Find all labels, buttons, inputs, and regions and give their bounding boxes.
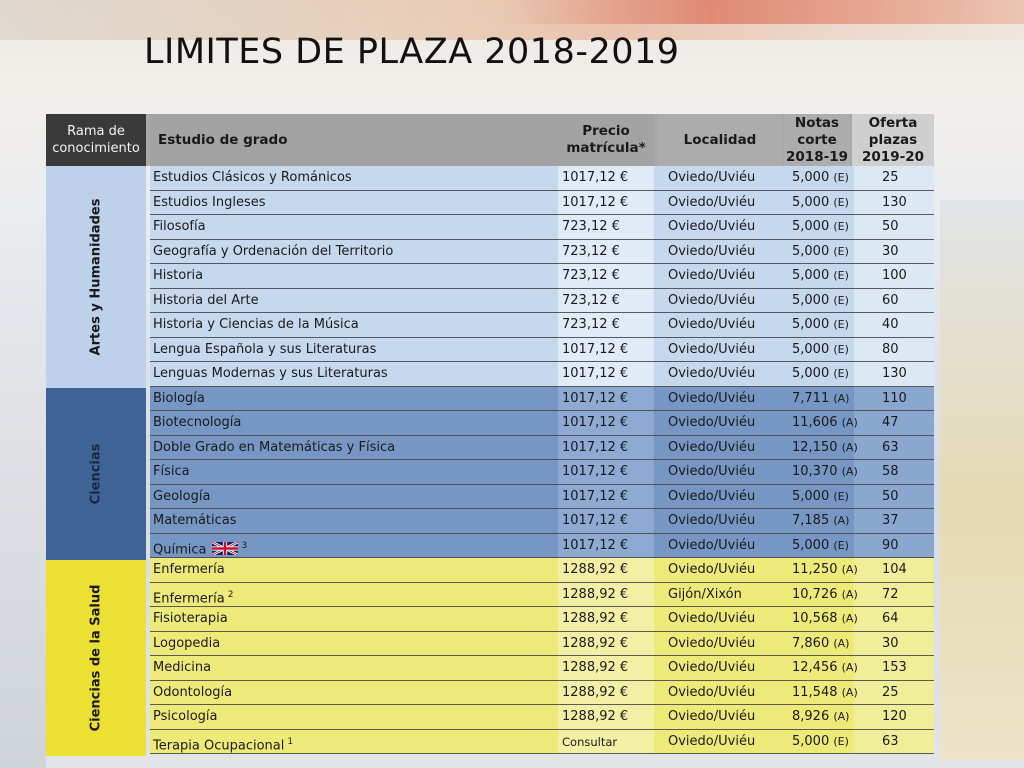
cell-oferta: 110 — [882, 390, 907, 406]
cell-nota — [786, 387, 858, 412]
cell-precio: 1017,12 € — [562, 439, 629, 455]
cell-oferta: 58 — [882, 464, 899, 479]
nota-tipo: (E) — [833, 538, 849, 552]
nota-value: 5,000 — [792, 341, 830, 357]
table-row — [150, 583, 934, 608]
table-body — [150, 166, 934, 754]
cell-estudio — [150, 656, 559, 681]
nota-value: 5,000 — [792, 292, 830, 308]
nota-value: 10,370 — [792, 464, 838, 479]
cell-estudio — [150, 583, 559, 608]
table-row — [150, 509, 934, 534]
cell-oferta: 153 — [882, 660, 907, 675]
nota-tipo: (A) — [833, 636, 850, 650]
nota-tipo: (A) — [841, 587, 858, 601]
cell-localidad: Oviedo/Uviéu — [668, 733, 756, 749]
cell-oferta: 37 — [882, 513, 899, 528]
nota-tipo: (A) — [841, 563, 858, 576]
table-row — [150, 411, 934, 436]
nota-tipo: (A) — [833, 391, 850, 405]
table-row — [150, 240, 934, 265]
nota-tipo: (A) — [841, 416, 858, 429]
cell-precio: 1017,12 € — [562, 513, 629, 528]
table-row — [150, 387, 934, 412]
nota-value: 5,000 — [792, 194, 830, 210]
cell-nota — [786, 264, 858, 289]
cell-localidad: Oviedo/Uviéu — [668, 635, 756, 651]
nota-value: 12,456 — [792, 660, 838, 675]
cell-estudio — [150, 166, 559, 191]
nota-value: 5,000 — [792, 366, 830, 381]
header-oferta: Oferta plazas 2019-20 — [852, 114, 934, 166]
cell-nota — [786, 338, 858, 363]
cell-nota — [786, 485, 858, 510]
estudio-text: Doble Grado en Matemáticas y Física — [153, 439, 396, 455]
plazas-table — [46, 114, 934, 758]
estudio-text: Biotecnología — [153, 415, 242, 430]
rama-band-salud — [46, 560, 146, 756]
cell-nota — [786, 191, 858, 216]
table-row — [150, 607, 934, 632]
cell-precio: 1288,92 € — [562, 562, 629, 577]
cell-estudio — [150, 387, 559, 412]
cell-precio: 1017,12 € — [562, 537, 629, 553]
cell-localidad: Oviedo/Uviéu — [668, 390, 756, 406]
table-row — [150, 313, 934, 338]
cell-precio: 1017,12 € — [562, 170, 629, 185]
cell-estudio — [150, 485, 559, 510]
estudio-text: Biología — [153, 390, 205, 406]
cell-precio: 1017,12 € — [562, 341, 629, 357]
nota-value: 5,000 — [792, 488, 830, 504]
table-row — [150, 436, 934, 461]
cell-localidad: Oviedo/Uviéu — [668, 292, 756, 308]
nota-value: 5,000 — [792, 317, 830, 332]
cell-oferta: 63 — [882, 439, 899, 455]
table-row — [150, 705, 934, 730]
estudio-text: Historia del Arte — [153, 292, 259, 308]
cell-localidad: Oviedo/Uviéu — [668, 415, 756, 430]
nota-value: 7,711 — [792, 390, 830, 406]
table-row — [150, 166, 934, 191]
nota-value: 5,000 — [792, 733, 830, 749]
cell-precio: 1017,12 € — [562, 366, 629, 381]
nota-tipo: (E) — [833, 244, 849, 258]
estudio-text: Enfermería — [153, 562, 225, 577]
cell-localidad: Oviedo/Uviéu — [668, 170, 756, 185]
cell-localidad: Oviedo/Uviéu — [668, 219, 756, 234]
table-row — [150, 362, 934, 387]
cell-precio: 1288,92 € — [562, 660, 629, 675]
cell-oferta: 47 — [882, 415, 899, 430]
nota-value: 5,000 — [792, 537, 830, 553]
table-row — [150, 264, 934, 289]
nota-value: 10,726 — [792, 586, 838, 602]
estudio-text: Filosofía — [153, 219, 206, 234]
estudio-text: Lengua Española y sus Literaturas — [153, 341, 377, 357]
estudio-text: Química — [153, 541, 207, 557]
cell-precio: 723,12 € — [562, 268, 620, 283]
cell-oferta: 40 — [882, 317, 899, 332]
nota-value: 5,000 — [792, 219, 830, 234]
nota-value: 7,860 — [792, 635, 830, 651]
cell-nota — [786, 705, 858, 730]
cell-nota — [786, 362, 858, 387]
cell-estudio — [150, 607, 559, 632]
cell-nota — [786, 436, 858, 461]
table-row — [150, 191, 934, 216]
nota-value: 7,185 — [792, 513, 830, 528]
estudio-text: Logopedia — [153, 635, 221, 651]
table-row — [150, 558, 934, 583]
rama-label: Ciencias de la Salud — [88, 584, 104, 732]
cell-estudio — [150, 411, 559, 436]
estudio-text: Psicología — [153, 709, 218, 724]
nota-tipo: (A) — [833, 514, 850, 527]
nota-value: 10,568 — [792, 611, 838, 626]
cell-oferta: 104 — [882, 562, 907, 577]
cell-oferta: 30 — [882, 243, 899, 259]
cell-estudio — [150, 215, 559, 240]
cell-localidad: Oviedo/Uviéu — [668, 317, 756, 332]
nota-tipo: (A) — [841, 661, 858, 674]
cell-oferta: 90 — [882, 537, 899, 553]
cell-oferta: 64 — [882, 611, 899, 626]
cell-oferta: 30 — [882, 635, 899, 651]
cell-localidad: Oviedo/Uviéu — [668, 611, 756, 626]
nota-tipo: (E) — [833, 293, 849, 307]
cell-localidad: Oviedo/Uviéu — [668, 439, 756, 455]
cell-oferta: 63 — [882, 733, 899, 749]
nota-value: 11,606 — [792, 415, 838, 430]
cell-localidad: Oviedo/Uviéu — [668, 341, 756, 357]
nota-value: 5,000 — [792, 243, 830, 259]
header-estudio: Estudio de grado — [150, 114, 564, 166]
cell-estudio — [150, 632, 559, 657]
cell-localidad: Oviedo/Uviéu — [668, 684, 756, 700]
cell-precio: 1017,12 € — [562, 415, 629, 430]
nota-tipo: (A) — [841, 685, 858, 699]
cell-nota — [786, 534, 858, 559]
cell-estudio — [150, 313, 559, 338]
header-notas: Notas corte 2018-19 — [784, 114, 850, 166]
table-row — [150, 485, 934, 510]
uk-flag-icon — [212, 542, 238, 555]
cell-nota — [786, 656, 858, 681]
cell-localidad: Oviedo/Uviéu — [668, 660, 756, 675]
table-row — [150, 656, 934, 681]
nota-tipo: (E) — [833, 171, 849, 184]
estudio-text: Estudios Ingleses — [153, 194, 266, 210]
cell-nota — [786, 411, 858, 436]
cell-localidad: Oviedo/Uviéu — [668, 194, 756, 210]
cell-localidad: Oviedo/Uviéu — [668, 562, 756, 577]
cell-oferta: 25 — [882, 170, 899, 185]
nota-tipo: (E) — [833, 269, 849, 282]
slide-title: LIMITES DE PLAZA 2018-2019 — [144, 32, 680, 72]
cell-oferta: 60 — [882, 292, 899, 308]
cell-localidad: Oviedo/Uviéu — [668, 464, 756, 479]
cell-nota — [786, 730, 858, 755]
nota-tipo: (E) — [833, 318, 849, 331]
table-row — [150, 289, 934, 314]
cell-estudio — [150, 362, 559, 387]
nota-value: 5,000 — [792, 268, 830, 283]
rama-label: Ciencias — [88, 443, 104, 505]
cell-nota — [786, 215, 858, 240]
cell-oferta: 25 — [882, 684, 899, 700]
nota-value: 5,000 — [792, 170, 830, 185]
cell-nota — [786, 166, 858, 191]
nota-value: 11,548 — [792, 684, 838, 700]
estudio-text: Fisioterapia — [153, 611, 228, 626]
cell-precio: Consultar — [562, 734, 618, 749]
nota-value: 8,926 — [792, 709, 830, 724]
table-row — [150, 215, 934, 240]
cell-oferta: 130 — [882, 194, 907, 210]
table-row — [150, 338, 934, 363]
nota-tipo: (A) — [841, 612, 858, 625]
cell-precio: 723,12 € — [562, 292, 620, 308]
cell-nota — [786, 583, 858, 608]
cell-nota — [786, 460, 858, 485]
estudio-text: Historia y Ciencias de la Música — [153, 317, 359, 332]
cell-estudio — [150, 338, 559, 363]
cell-localidad: Oviedo/Uviéu — [668, 709, 756, 724]
cell-estudio — [150, 264, 559, 289]
estudio-text: Geología — [153, 488, 211, 504]
header-precio: Precio matrícula* — [558, 114, 654, 166]
estudio-text: Odontología — [153, 684, 233, 700]
cell-localidad: Oviedo/Uviéu — [668, 243, 756, 259]
table-row — [150, 681, 934, 706]
estudio-text: Estudios Clásicos y Románicos — [153, 170, 352, 185]
cell-precio: 1288,92 € — [562, 586, 629, 602]
cell-nota — [786, 240, 858, 265]
cell-precio: 1288,92 € — [562, 635, 629, 651]
estudio-text: Historia — [153, 268, 204, 283]
cell-oferta: 120 — [882, 709, 907, 724]
cell-estudio — [150, 534, 559, 559]
footnote-marker: 2 — [227, 589, 234, 600]
cell-nota — [786, 313, 858, 338]
cell-precio: 1017,12 € — [562, 488, 629, 504]
cell-oferta: 80 — [882, 341, 899, 357]
estudio-text: Enfermería — [153, 590, 225, 606]
cell-localidad: Oviedo/Uviéu — [668, 366, 756, 381]
cell-estudio — [150, 730, 559, 755]
cell-nota — [786, 681, 858, 706]
nota-tipo: (A) — [841, 465, 858, 478]
header-rama: Rama de conocimiento — [46, 114, 146, 166]
cell-precio: 1017,12 € — [562, 464, 629, 479]
footnote-marker: 3 — [241, 540, 248, 551]
cell-estudio — [150, 705, 559, 730]
nota-tipo: (E) — [833, 489, 849, 503]
cell-localidad: Oviedo/Uviéu — [668, 268, 756, 283]
cell-nota — [786, 558, 858, 583]
cell-estudio — [150, 681, 559, 706]
table-row — [150, 460, 934, 485]
cell-localidad: Oviedo/Uviéu — [668, 513, 756, 528]
rama-band-ciencias — [46, 388, 146, 560]
cell-precio: 1288,92 € — [562, 611, 629, 626]
cell-nota — [786, 509, 858, 534]
cell-precio: 1017,12 € — [562, 194, 629, 210]
cell-precio: 723,12 € — [562, 219, 620, 234]
cell-estudio — [150, 289, 559, 314]
nota-tipo: (E) — [833, 367, 849, 380]
cell-oferta: 130 — [882, 366, 907, 381]
cell-nota — [786, 607, 858, 632]
background-panel — [0, 330, 46, 768]
estudio-text: Terapia Ocupacional — [153, 737, 285, 753]
cell-nota — [786, 632, 858, 657]
nota-value: 11,250 — [792, 562, 838, 577]
cell-precio: 723,12 € — [562, 243, 620, 259]
cell-estudio — [150, 436, 559, 461]
rama-band-artes — [46, 166, 146, 388]
table-row — [150, 730, 934, 755]
estudio-text: Matemáticas — [153, 513, 237, 528]
estudio-text: Medicina — [153, 660, 212, 675]
cell-precio: 723,12 € — [562, 317, 620, 332]
estudio-text: Geografía y Ordenación del Territorio — [153, 243, 394, 259]
cell-estudio — [150, 509, 559, 534]
cell-precio: 1017,12 € — [562, 390, 629, 406]
cell-estudio — [150, 558, 559, 583]
cell-localidad: Oviedo/Uviéu — [668, 488, 756, 504]
nota-tipo: (A) — [841, 440, 858, 454]
nota-tipo: (E) — [833, 195, 849, 209]
header-localidad: Localidad — [658, 114, 782, 166]
cell-precio: 1288,92 € — [562, 709, 629, 724]
table-header — [46, 114, 934, 166]
nota-tipo: (E) — [833, 342, 849, 356]
nota-tipo: (E) — [833, 734, 849, 748]
cell-oferta: 100 — [882, 268, 907, 283]
nota-value: 12,150 — [792, 439, 838, 455]
table-row — [150, 632, 934, 657]
estudio-text: Física — [153, 464, 190, 479]
footnote-marker: 1 — [287, 736, 294, 747]
background-streak — [500, 0, 1024, 24]
cell-oferta: 50 — [882, 219, 899, 234]
cell-nota — [786, 289, 858, 314]
table-row — [150, 534, 934, 559]
cell-estudio — [150, 240, 559, 265]
cell-precio: 1288,92 € — [562, 684, 629, 700]
cell-oferta: 50 — [882, 488, 899, 504]
cell-localidad: Gijón/Xixón — [668, 586, 742, 602]
nota-tipo: (A) — [833, 710, 850, 723]
cell-oferta: 72 — [882, 586, 899, 602]
estudio-text: Lenguas Modernas y sus Literaturas — [153, 366, 388, 381]
rama-label: Artes y Humanidades — [88, 198, 104, 356]
nota-tipo: (E) — [833, 220, 849, 233]
cell-estudio — [150, 460, 559, 485]
cell-localidad: Oviedo/Uviéu — [668, 537, 756, 553]
cell-estudio — [150, 191, 559, 216]
